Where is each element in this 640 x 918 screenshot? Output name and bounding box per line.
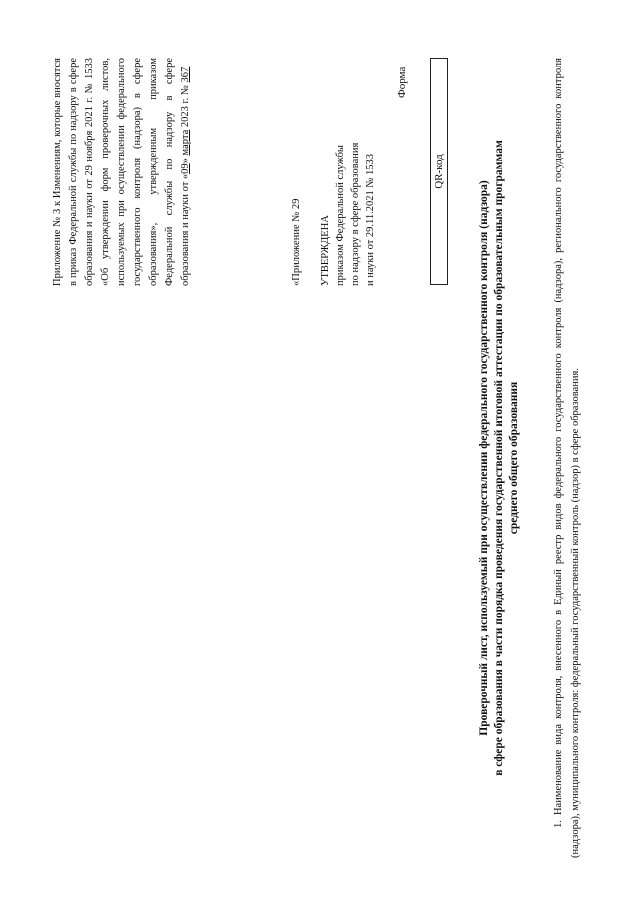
approval-line: и науки от 29.11.2021 № 1533 bbox=[365, 153, 376, 286]
annex-number: «Приложение № 29 bbox=[291, 198, 302, 286]
appendix-separator: » bbox=[180, 155, 191, 164]
title-line: среднего общего образования bbox=[508, 381, 520, 535]
checklist-item-1 bbox=[550, 58, 584, 858]
appendix-month: марта bbox=[180, 129, 191, 156]
appendix-year: 2023 г. № bbox=[180, 82, 191, 130]
approval-block bbox=[318, 46, 378, 286]
appendix-text: Приложение № 3 к Изменениям, которые вносятся в приказ Федеральной службы по надзору в сфере образования и науки от 29 ноября 2021 г. № 1533 «Об утверждении форм проверочных листов, используемых при осуществлении федерального государственного контроля (надзора) в сфере образования», утвержденным приказом Федеральной службы по надзору в сфере образования и науки от « bbox=[52, 58, 191, 286]
form-label: Форма bbox=[396, 66, 408, 98]
title-line: в сфере образования в части порядка проведения государственной итоговой аттестации по образовательным программам bbox=[493, 140, 505, 776]
appendix-day: 09 bbox=[180, 163, 191, 174]
approval-title: УТВЕРЖДЕНА bbox=[320, 215, 331, 286]
appendix-number: 367 bbox=[180, 66, 191, 83]
item-1-text: 1. Наименование вида контроля, внесенного в Единый реестр видов федерального государственного контроля (надзора), регионального государственного контроля (надзора), муниципального контроля: федеральный государственный контроль (надзор) в сфере образования. bbox=[553, 58, 581, 858]
appendix-note bbox=[50, 58, 194, 286]
approval-line: по надзору в сфере образования bbox=[350, 142, 361, 286]
qr-code-box: QR-код bbox=[430, 58, 448, 285]
title-line: Проверочный лист, используемый при осуществлении федерального государственного контроля (надзора) bbox=[478, 180, 490, 736]
approval-line: приказом Федеральной службы bbox=[335, 145, 346, 286]
document-title bbox=[477, 58, 522, 858]
